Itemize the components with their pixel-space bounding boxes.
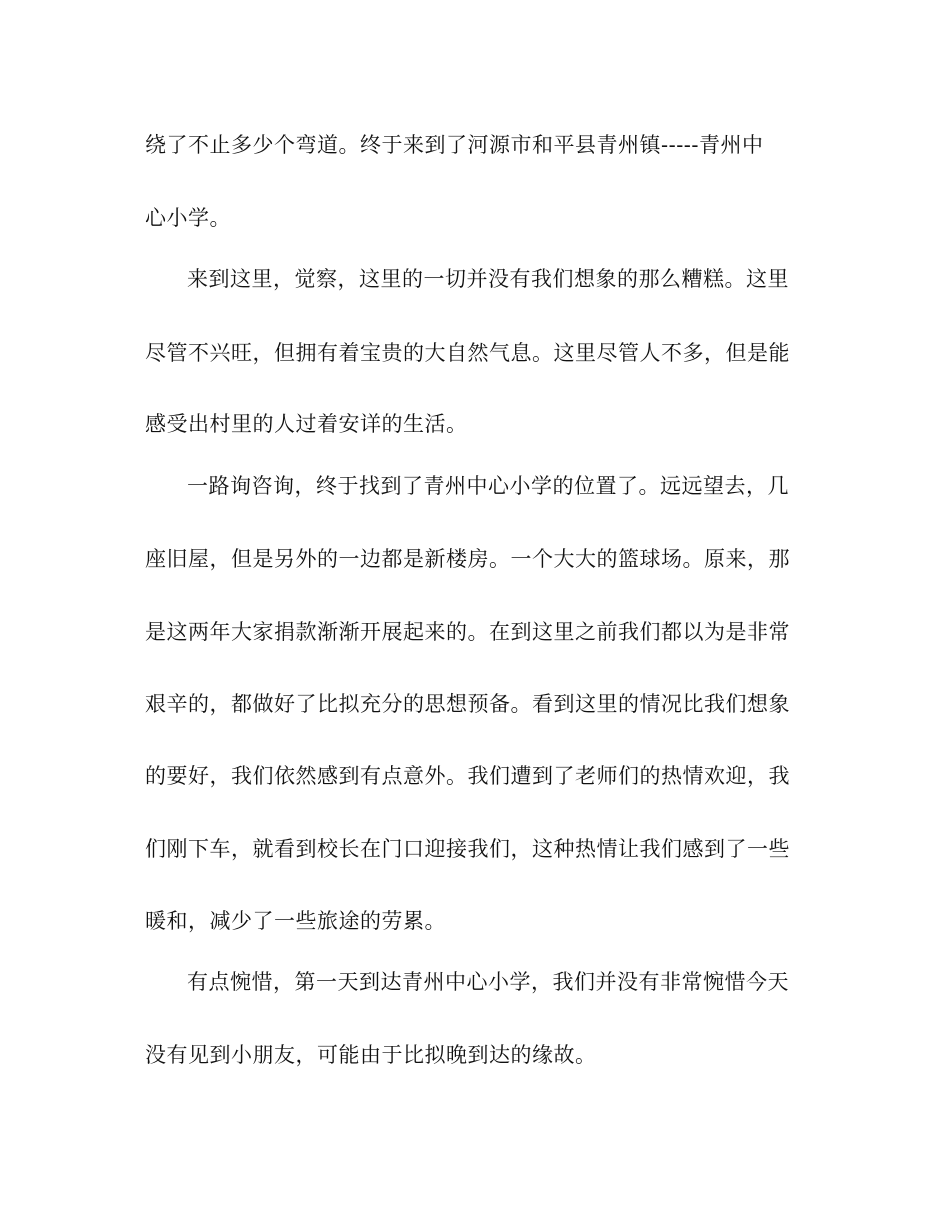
paragraph-start-line: 有点惋惜，第一天到达青州中心小学，我们并没有非常惋惜今天	[187, 970, 789, 994]
paragraph-start-line: 来到这里，觉察，这里的一切并没有我们想象的那么糟糕。这里	[187, 267, 789, 291]
text-line: 没有见到小朋友，可能由于比拟晚到达的缘故。	[145, 1043, 597, 1067]
text-line: 尽管不兴旺，但拥有着宝贵的大自然气息。这里尽管人不多，但是能	[145, 341, 790, 365]
paragraph-start-line: 一路询咨询，终于找到了青州中心小学的位置了。远远望去，几	[187, 474, 789, 498]
text-line: 心小学。	[145, 206, 231, 230]
text-line: 暖和，减少了一些旅途的劳累。	[145, 909, 446, 933]
text-line: 艰辛的，都做好了比拟充分的思想预备。看到这里的情况比我们想象	[145, 692, 790, 716]
text-line: 绕了不止多少个弯道。终于来到了河源市和平县青州镇-----青州中	[145, 133, 764, 157]
text-line: 座旧屋，但是另外的一边都是新楼房。一个大大的篮球场。原来，那	[145, 547, 790, 571]
text-line: 是这两年大家捐款渐渐开展起来的。在到这里之前我们都以为是非常	[145, 620, 790, 644]
text-line: 们刚下车，就看到校长在门口迎接我们，这种热情让我们感到了一些	[145, 837, 790, 861]
text-line: 感受出村里的人过着安详的生活。	[145, 412, 468, 436]
text-line: 的要好，我们依然感到有点意外。我们遭到了老师们的热情欢迎，我	[145, 764, 790, 788]
